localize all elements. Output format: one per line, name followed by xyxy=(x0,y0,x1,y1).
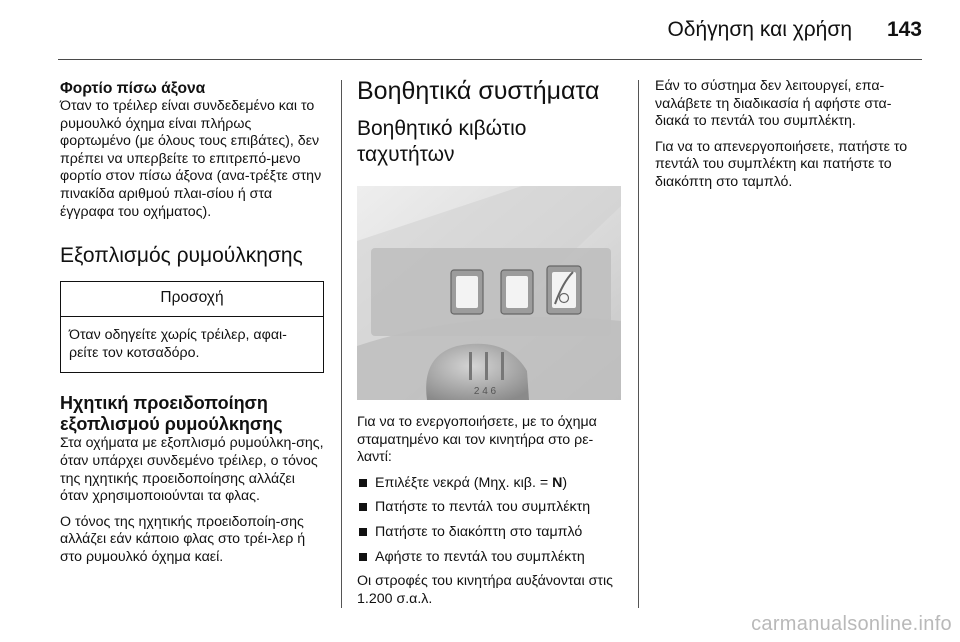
gearbox-panel-illustration xyxy=(357,186,621,400)
bullet-square-icon xyxy=(359,503,367,511)
rpm-text: Οι στροφές του κινητήρα αυξάνονται στις 1.200 σ.α.λ. xyxy=(357,573,613,607)
rear-axle-text: Όταν το τρέιλερ είναι συνδεδεμένο και το ρυμουλκό όχημα είναι πλήρως φορτωμένο (με όλους τους επιβάτες), δεν πρέπει να υπερβείτε το επιτρεπό-μενο φορτίο στον πίσω άξονα (ανα-τρέξτε στην πινακίδα αριθμού πλαι-σίου ή στα έγγραφα του οχήματος). xyxy=(60,98,322,220)
failure-text: Εάν το σύστημα δεν λειτουργεί, επα-ναλάβετε τη διαδικασία ή αφήστε στα-διακά το πεντάλ του συμπλέκτη. xyxy=(655,78,892,130)
caution-text: Όταν οδηγείτε χωρίς τρέιλερ, αφαι-ρείτε τον κοτσαδόρο. xyxy=(69,327,287,361)
assist-systems-heading: Βοηθητικά συστήματα xyxy=(357,77,600,105)
right-column xyxy=(655,76,923,192)
section-title: Οδήγηση και χρήση xyxy=(667,18,852,41)
list-item: Επιλέξτε νεκρά (Μηχ. κιβ. = N) xyxy=(357,475,621,493)
left-column xyxy=(60,76,324,567)
page-header xyxy=(58,0,922,60)
list-item: Αφήστε το πεντάλ του συμπλέκτη xyxy=(357,549,621,567)
list-item: Πατήστε το πεντάλ του συμπλέκτη xyxy=(357,499,621,517)
deactivate-text: Για να το απενεργοποιήσετε, πατήστε το πεντάλ του συμπλέκτη και πατήστε το διακόπτη στο ταμπλό. xyxy=(655,138,908,190)
page-number: 143 xyxy=(886,18,922,41)
towing-heading: Εξοπλισμός ρυμούλκησης xyxy=(60,244,303,268)
column-divider xyxy=(638,80,639,608)
watermark: carmanualsonline.info xyxy=(751,613,952,635)
bullet-square-icon xyxy=(359,528,367,536)
bullet-square-icon xyxy=(359,553,367,561)
gear-numbers-label: 2 4 6 xyxy=(473,386,497,397)
middle-column xyxy=(357,76,621,608)
bullet-square-icon xyxy=(359,479,367,487)
rear-axle-heading: Φορτίο πίσω άξονα xyxy=(60,80,206,97)
activation-steps-list xyxy=(357,475,621,566)
list-item: Πατήστε το διακόπτη στο ταμπλό xyxy=(357,524,621,542)
caution-title: Προσοχή xyxy=(61,282,323,317)
auxiliary-gearbox-heading: Βοηθητικό κιβώτιο ταχυτήτων xyxy=(357,117,527,166)
acoustic-text-2: Ο τόνος της ηχητικής προειδοποίη-σης αλλάζει εάν κάποιο φλας στο τρέι-λερ ή στο ρυμουλκό όχημα καεί. xyxy=(60,513,306,565)
acoustic-heading: Ηχητική προειδοποίηση εξοπλισμού ρυμούλκησης xyxy=(60,393,283,435)
acoustic-text-1: Στα οχήματα με εξοπλισμό ρυμούλκη-σης, όταν υπάρχει συνδεμένο τρέιλερ, ο τόνος της ηχητικής προειδοποίησης αλλάζει όταν χρησιμοποιούνται τα φλας. xyxy=(60,435,324,505)
activation-intro-text: Για να το ενεργοποιήσετε, με το όχημα σταματημένο και τον κινητήρα στο ρε-λαντί: xyxy=(357,414,597,466)
caution-box xyxy=(60,281,324,373)
column-divider xyxy=(341,80,342,608)
